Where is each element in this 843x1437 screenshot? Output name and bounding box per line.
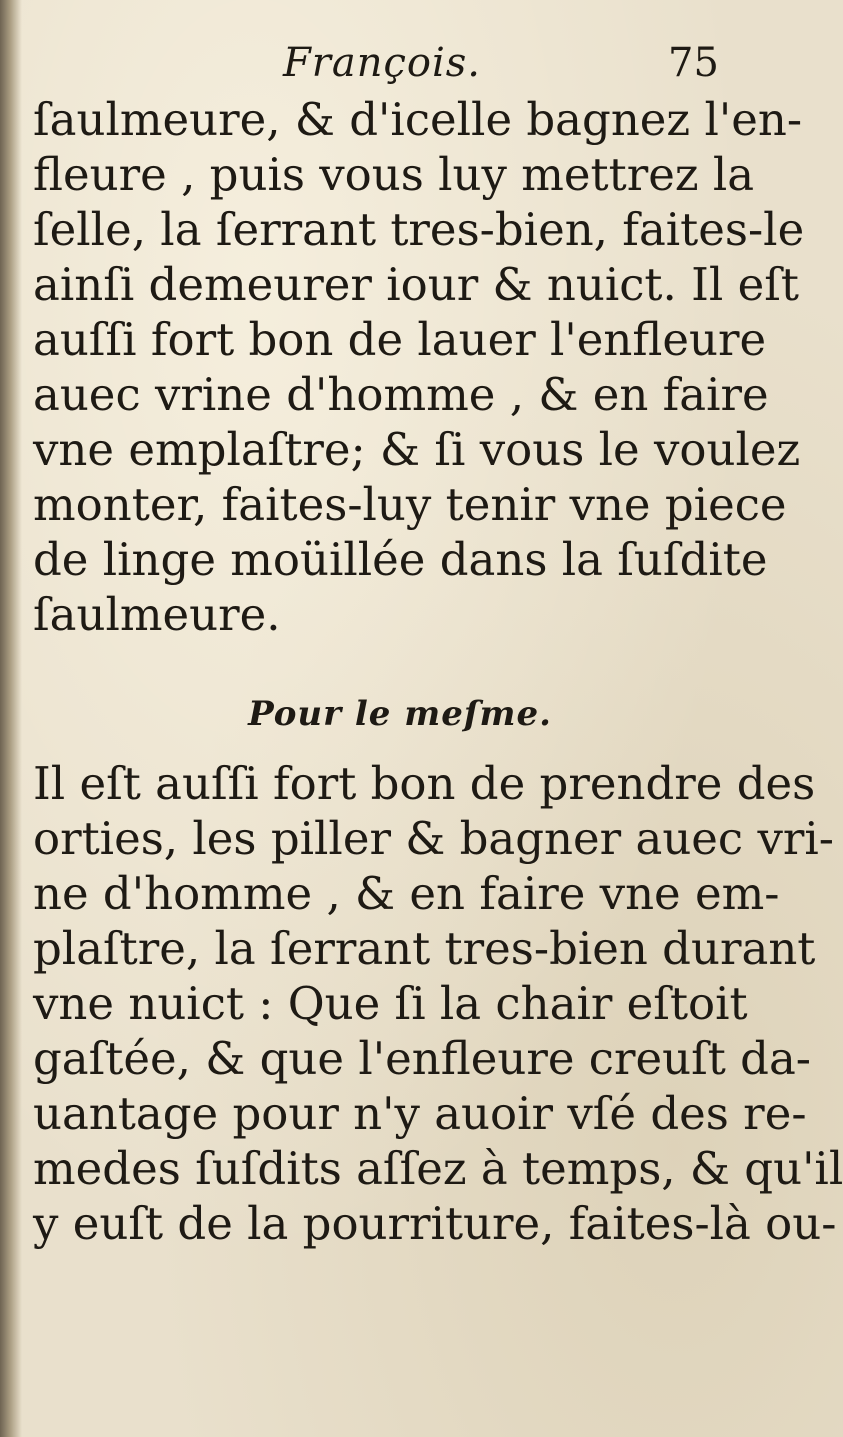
text-line: auſſi fort bon de lauer l'enfleure	[33, 313, 767, 366]
text-line: ne d'homme , & en faire vne em-	[33, 867, 780, 920]
paragraph-2	[33, 756, 843, 1251]
running-head: François.	[283, 40, 482, 86]
text-line: y euſt de la pourriture, faites-là ou-	[33, 1197, 837, 1250]
text-line: ainſi demeurer iour & nuict. Il eſt	[33, 258, 799, 311]
text-line: fleure , puis vous luy mettrez la	[33, 148, 755, 201]
text-line: plaſtre, la ſerrant tres-bien durant	[33, 922, 816, 975]
text-line: gaſtée, & que l'enfleure creuſt da-	[33, 1032, 811, 1085]
text-line: Il eſt auſſi fort bon de prendre des	[33, 757, 816, 810]
section-heading: Pour le meſme.	[248, 694, 552, 734]
page-number: 75	[668, 40, 719, 86]
paragraph-1	[33, 92, 805, 642]
text-line: uantage pour n'y auoir vſé des re-	[33, 1087, 807, 1140]
text-line: ſelle, la ſerrant tres-bien, faites-le	[33, 203, 805, 256]
text-line: monter, faites-luy tenir vne piece	[33, 478, 787, 531]
text-line: ſaulmeure, & d'icelle bagnez l'en-	[33, 93, 803, 146]
text-line: ſaulmeure.	[33, 588, 281, 641]
page-header	[0, 38, 800, 98]
text-line: orties, les piller & bagner auec vri-	[33, 812, 834, 865]
text-line: vne emplaſtre; & ſi vous le voulez	[33, 423, 801, 476]
text-line: de linge moüillée dans la ſuſdite	[33, 533, 768, 586]
text-line: medes ſuſdits aſſez à temps, & qu'il	[33, 1142, 843, 1195]
text-line: vne nuict : Que ſi la chair eſtoit	[33, 977, 748, 1030]
text-line: auec vrine d'homme , & en faire	[33, 368, 769, 421]
